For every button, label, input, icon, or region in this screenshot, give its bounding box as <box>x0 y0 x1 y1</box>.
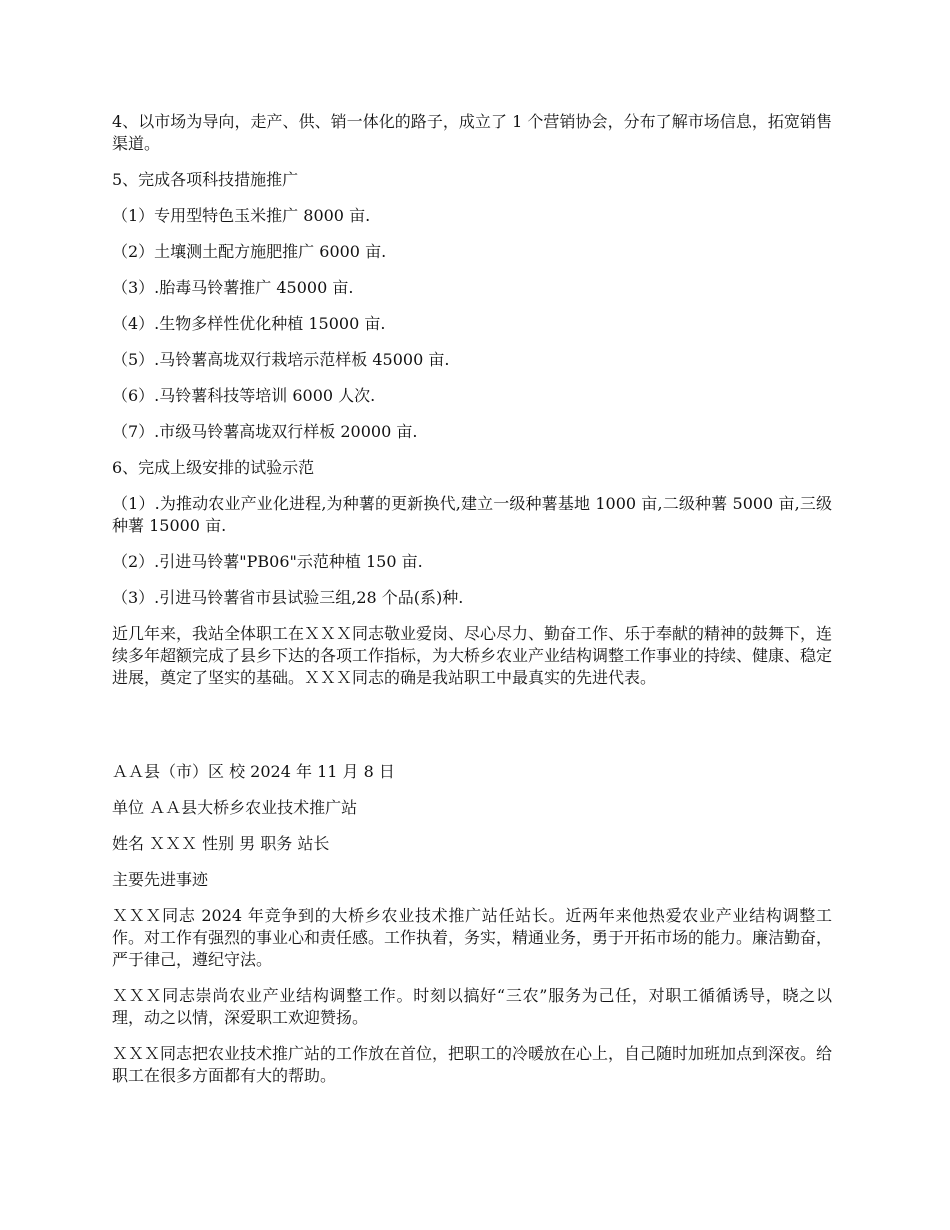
section-spacer <box>112 703 832 761</box>
item-4-paragraph: 4、以市场为导向，走产、供、销一体化的路子，成立了 1 个营销协会，分布了解市场信息，拓宽销售渠道。 <box>112 112 832 153</box>
deeds-paragraph: ＸＸＸ同志把农业技术推广站的工作放在首位，把职工的冷暖放在心上，自己随时加班加点到深夜。给职工在很多方面都有大的帮助。 <box>112 1044 833 1085</box>
list-item: （7）.市级马铃薯高垅双行样板 20000 亩. <box>112 422 418 441</box>
closing-paragraph: 近几年来，我站全体职工在ＸＸＸ同志敬业爱岗、尽心尽力、勤奋工作、乐于奉献的精神的鼓舞下，连续多年超额完成了县乡下达的各项工作指标，为大桥乡农业产业结构调整工作事业的持续、健康、稳定进展，奠定了坚实的基础。ＸＸＸ同志的确是我站职工中最真实的先进代表。 <box>112 624 833 687</box>
list-item: （5）.马铃薯高垅双行栽培示范样板 45000 亩. <box>112 350 450 369</box>
person-info-line: 姓名 ＸＸＸ 性别 男 职务 站长 <box>112 834 330 853</box>
item-5-heading: 5、完成各项科技措施推广 <box>112 170 299 189</box>
list-item: （2）.引进马铃薯"PB06"示范种植 150 亩. <box>112 552 423 571</box>
list-item: （3）.引进马铃薯省市县试验三组,28 个品(系)种. <box>112 588 464 607</box>
list-item: （1）.为推动农业产业化进程,为种薯的更新换代,建立一级种薯基地 1000 亩,二级种薯 5000 亩,三级种薯 15000 亩. <box>112 494 832 535</box>
deeds-paragraph: ＸＸＸ同志 2024 年竞争到的大桥乡农业技术推广站任站长。近两年来他热爱农业产业结构调整工作。对工作有强烈的事业心和责任感。工作执着，务实，精通业务，勇于开拓市场的能力。廉洁勤奋，严于律己，遵纪守法。 <box>112 906 833 969</box>
list-item: （1）专用型特色玉米推广 8000 亩. <box>112 206 371 225</box>
report-header-line: ＡＡ县（市）区 校 2024 年 11 月 8 日 <box>112 762 395 781</box>
unit-line: 单位 ＡＡ县大桥乡农业技术推广站 <box>112 798 358 817</box>
list-item: （4）.生物多样性优化种植 15000 亩. <box>112 314 386 333</box>
list-item: （2）土壤测土配方施肥推广 6000 亩. <box>112 242 387 261</box>
list-item: （6）.马铃薯科技等培训 6000 人次. <box>112 386 376 405</box>
deeds-heading: 主要先进事迹 <box>112 870 209 889</box>
document-body <box>112 111 832 1101</box>
deeds-paragraph: ＸＸＸ同志崇尚农业产业结构调整工作。时刻以搞好“三农”服务为己任，对职工循循诱导，晓之以理，动之以情，深爱职工欢迎赞扬。 <box>112 986 832 1027</box>
item-6-heading: 6、完成上级安排的试验示范 <box>112 458 315 477</box>
list-item: （3）.胎毒马铃薯推广 45000 亩. <box>112 278 354 297</box>
